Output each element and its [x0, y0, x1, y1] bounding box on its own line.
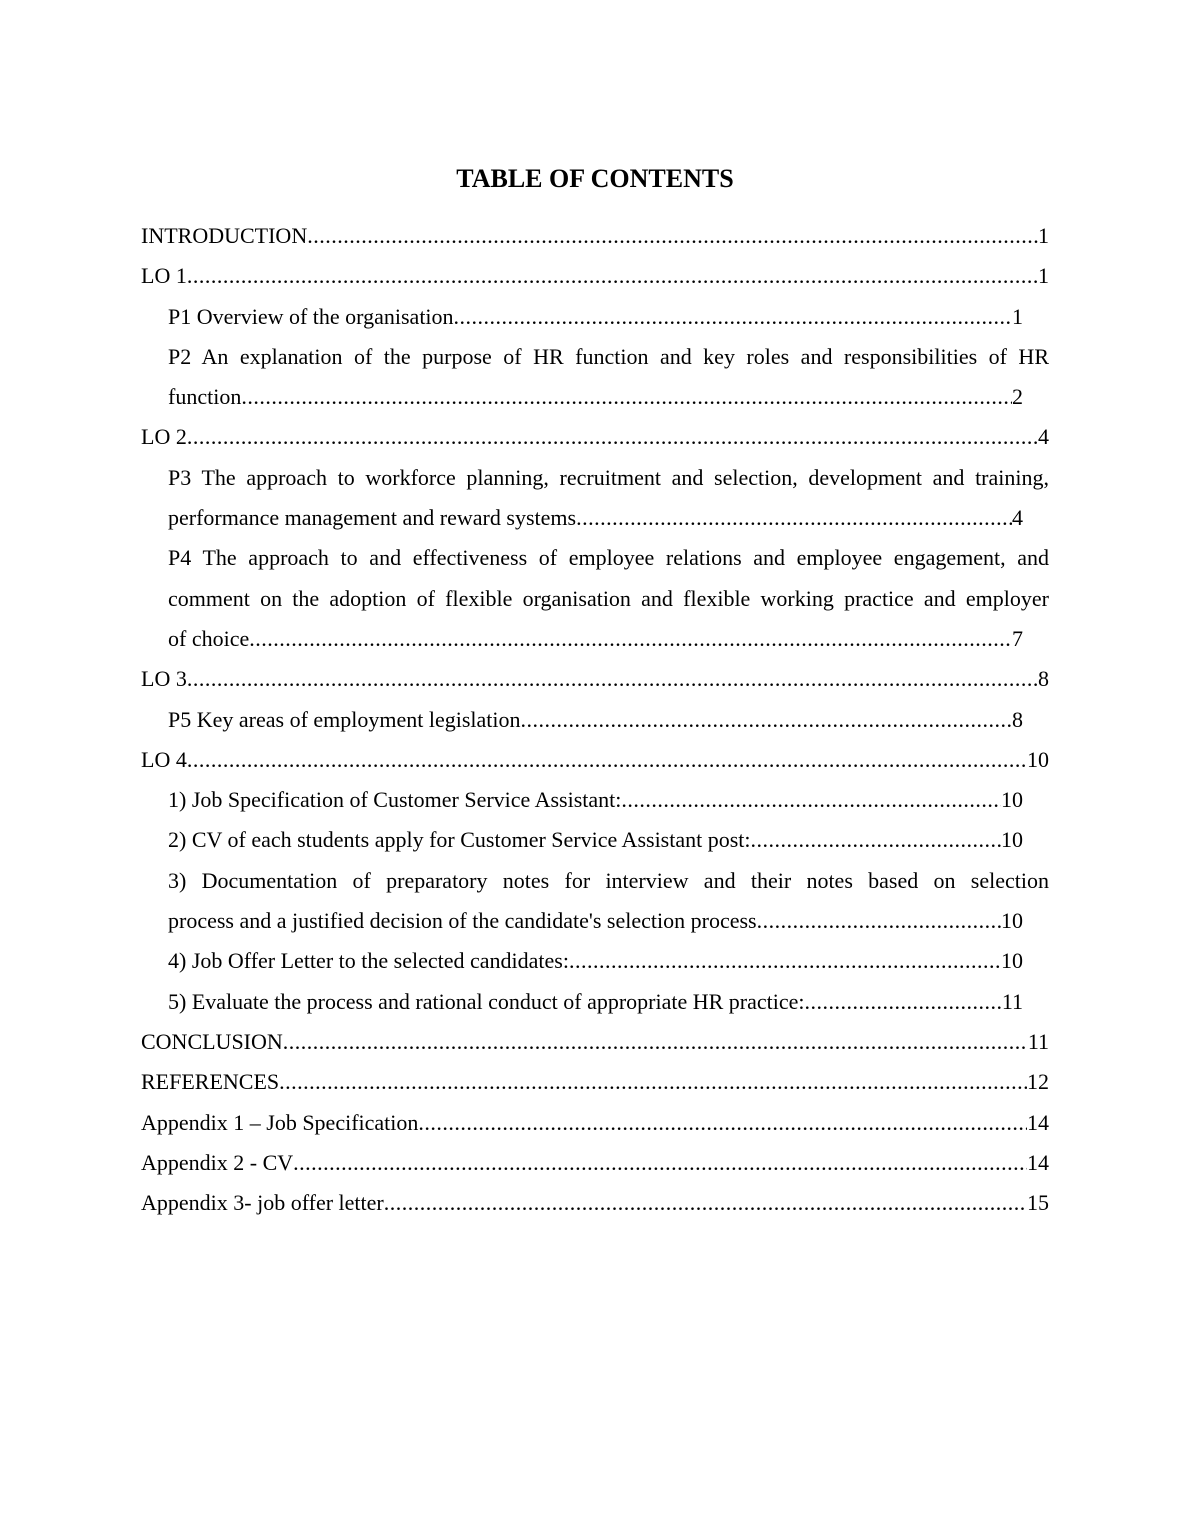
- toc-entry-p2-line2[interactable]: [141, 377, 1049, 417]
- dot-leader: [187, 659, 1038, 699]
- dot-leader: [293, 1143, 1027, 1183]
- toc-entry-conclusion[interactable]: [141, 1022, 1049, 1062]
- dot-leader: [418, 1103, 1027, 1143]
- toc-entry-label: INTRODUCTION: [141, 223, 308, 248]
- toc-entry-label: LO 1: [141, 263, 187, 289]
- toc-page-number: 8: [1038, 666, 1049, 692]
- toc-entry-label: P5 Key areas of employment legislation: [168, 706, 521, 732]
- dot-leader: [187, 740, 1027, 780]
- dot-leader: [283, 1022, 1028, 1062]
- toc-page-number: 2: [1012, 384, 1023, 410]
- toc-entry-lo1[interactable]: [141, 256, 1049, 296]
- toc-entry-label: 5) Evaluate the process and rational conduct of appropriate HR practice:: [168, 988, 805, 1014]
- dot-leader: [241, 377, 1012, 417]
- toc-entry-introduction[interactable]: [141, 216, 1049, 256]
- toc-entry-label: Appendix 3- job offer letter: [141, 1190, 384, 1216]
- toc-entry-label: LO 4: [141, 746, 187, 772]
- toc-entry-label: 1) Job Specification of Customer Service Assistant:: [168, 787, 622, 813]
- toc-entry-label: REFERENCES: [141, 1069, 280, 1095]
- toc-entry-item3-line2[interactable]: [141, 901, 1049, 941]
- toc-entry-label: Appendix 1 – Job Specification: [141, 1109, 419, 1135]
- toc-entry-label: LO 2: [141, 424, 187, 450]
- dot-leader: [279, 1062, 1027, 1102]
- toc-entry-p2-line1[interactable]: [141, 337, 1049, 377]
- toc-entry-label: P1 Overview of the organisation: [168, 303, 454, 329]
- toc-entry-label: performance management and reward systems: [168, 505, 577, 531]
- toc-entry-p1[interactable]: [141, 297, 1049, 337]
- toc-page-number: 10: [1001, 787, 1023, 813]
- toc-entry-label: of choice: [168, 625, 250, 651]
- toc-page-number: 15: [1027, 1190, 1049, 1216]
- toc-page-number: 8: [1012, 706, 1023, 732]
- toc-entry-p4-line2[interactable]: [141, 579, 1049, 619]
- toc-page-number: 14: [1027, 1109, 1049, 1135]
- dot-leader: [307, 216, 1038, 256]
- toc-entry-label: P3 The approach to workforce planning, recruitment and selection, development and training,: [168, 464, 1049, 490]
- toc-entry-label: CONCLUSION: [141, 1028, 283, 1054]
- dot-leader: [751, 820, 1001, 860]
- toc-entry-references[interactable]: [141, 1062, 1049, 1102]
- toc-page-number: 10: [1001, 948, 1023, 974]
- toc-entry-appendix1[interactable]: [141, 1103, 1049, 1143]
- toc-entry-lo3[interactable]: [141, 659, 1049, 699]
- dot-leader: [187, 256, 1038, 296]
- dot-leader: [521, 700, 1012, 740]
- toc-page-number: 10: [1001, 827, 1023, 853]
- toc-page-number: 7: [1012, 625, 1023, 651]
- toc-page-number: 12: [1027, 1069, 1049, 1095]
- toc-entry-label: P4 The approach to and effectiveness of employee relations and employee engagement, and: [168, 545, 1049, 571]
- dot-leader: [805, 982, 1002, 1022]
- dot-leader: [454, 297, 1012, 337]
- toc-entry-p3-line2[interactable]: [141, 498, 1049, 538]
- toc-entry-appendix2[interactable]: [141, 1143, 1049, 1183]
- toc-entry-lo2[interactable]: [141, 417, 1049, 457]
- toc-entry-p4-line1[interactable]: [141, 538, 1049, 578]
- toc-entry-label: comment on the adoption of flexible organisation and flexible working practice and employer: [168, 585, 1049, 611]
- toc-page-number: 4: [1038, 424, 1049, 450]
- toc-page-number: 1: [1038, 263, 1049, 289]
- toc-entry-item4[interactable]: [141, 941, 1049, 981]
- dot-leader: [187, 417, 1038, 457]
- toc-page-number: 14: [1027, 1149, 1049, 1175]
- toc-entry-label: LO 3: [141, 666, 187, 692]
- dot-leader: [249, 619, 1012, 659]
- dot-leader: [576, 498, 1012, 538]
- toc-entry-appendix3[interactable]: [141, 1183, 1049, 1223]
- toc-entry-label: P2 An explanation of the purpose of HR function and key roles and responsibilities of HR: [168, 343, 1049, 369]
- toc-entry-label: function: [168, 384, 242, 410]
- toc-page-number: 4: [1012, 505, 1023, 531]
- toc-entry-item1[interactable]: [141, 780, 1049, 820]
- dot-leader: [384, 1183, 1027, 1223]
- toc-entry-label: 3) Documentation of preparatory notes for interview and their notes based on selection: [168, 867, 1049, 893]
- dot-leader: [621, 780, 1001, 820]
- toc-page-number: 1: [1012, 303, 1023, 329]
- toc-page-number: 1: [1038, 223, 1049, 248]
- toc-entry-label: 2) CV of each students apply for Customer Service Assistant post:: [168, 827, 751, 853]
- toc-entry-label: process and a justified decision of the candidate's selection process: [168, 908, 757, 934]
- toc-entry-label: 4) Job Offer Letter to the selected candidates:: [168, 948, 569, 974]
- table-of-contents: [141, 216, 1049, 1223]
- toc-entry-p3-line1[interactable]: [141, 458, 1049, 498]
- toc-entry-item3-line1[interactable]: [141, 861, 1049, 901]
- dot-leader: [757, 901, 1001, 941]
- toc-page-number: 11: [1027, 1028, 1049, 1054]
- toc-page-number: 10: [1027, 746, 1049, 772]
- toc-page-number: 10: [1001, 908, 1023, 934]
- page-title: TABLE OF CONTENTS: [456, 164, 734, 193]
- toc-entry-p5[interactable]: [141, 700, 1049, 740]
- toc-entry-item5[interactable]: [141, 982, 1049, 1022]
- toc-entry-lo4[interactable]: [141, 740, 1049, 780]
- toc-entry-label: Appendix 2 - CV: [141, 1149, 294, 1175]
- toc-entry-item2[interactable]: [141, 820, 1049, 860]
- dot-leader: [569, 941, 1001, 981]
- toc-entry-p4-line3[interactable]: [141, 619, 1049, 659]
- toc-page-number: 11: [1001, 988, 1023, 1014]
